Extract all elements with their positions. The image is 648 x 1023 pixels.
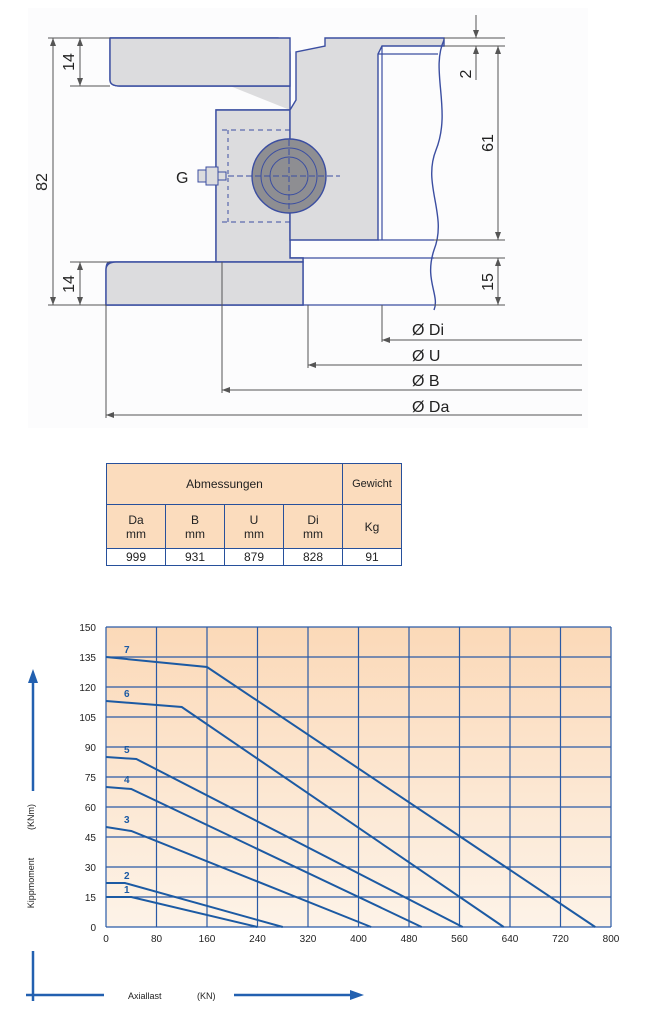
- y-tick-label: 30: [84, 863, 96, 874]
- y-tick-label: 150: [79, 623, 96, 634]
- dim-14-top: 14: [61, 53, 78, 71]
- y-tick-label: 105: [79, 713, 96, 724]
- y-tick-label: 135: [79, 653, 96, 664]
- series-label-2: 2: [124, 871, 130, 882]
- y-tick-label: 60: [84, 803, 96, 814]
- col-header-da: Da mm: [107, 505, 166, 549]
- ref-di: Ø Di: [412, 322, 444, 339]
- value-b: 931: [166, 549, 225, 566]
- dim-2: 2: [458, 69, 475, 79]
- x-tick-label: 320: [299, 934, 317, 945]
- technical-drawing: [0, 0, 648, 430]
- ref-da: Ø Da: [412, 399, 450, 416]
- x-tick-label: 640: [501, 934, 519, 945]
- col-header-kg: Kg: [343, 505, 402, 549]
- dim-61: 61: [480, 134, 497, 152]
- value-u: 879: [225, 549, 284, 566]
- value-kg: 91: [343, 549, 402, 566]
- y-axis-unit: (KNm): [26, 804, 36, 830]
- load-chart: [0, 593, 648, 1023]
- x-tick-label: 800: [602, 934, 620, 945]
- col-header-u: U mm: [225, 505, 284, 549]
- col-header-b: B mm: [166, 505, 225, 549]
- series-label-6: 6: [124, 689, 130, 700]
- weight-header: Gewicht: [343, 464, 402, 505]
- y-arrowhead-icon: [28, 669, 38, 683]
- y-tick-label: 0: [90, 923, 96, 934]
- series-label-1: 1: [124, 885, 130, 896]
- x-tick-label: 560: [451, 934, 468, 945]
- dim-14-bottom: 14: [61, 275, 78, 293]
- dim-82: 82: [34, 173, 51, 191]
- value-di: 828: [284, 549, 343, 566]
- y-tick-label: 45: [84, 833, 96, 844]
- y-axis-label: Kippmoment: [26, 857, 36, 909]
- series-label-7: 7: [124, 645, 130, 656]
- grease-label: G: [176, 170, 189, 187]
- y-tick-label: 120: [79, 683, 96, 694]
- x-tick-label: 80: [150, 934, 163, 945]
- y-tick-label: 75: [84, 773, 96, 784]
- x-arrowhead-icon: [350, 990, 364, 1000]
- series-label-4: 4: [124, 775, 130, 786]
- x-tick-label: 720: [552, 934, 569, 945]
- value-da: 999: [107, 549, 166, 566]
- series-label-5: 5: [124, 745, 130, 756]
- dim-15: 15: [480, 273, 497, 291]
- x-tick-label: 0: [103, 934, 109, 945]
- y-tick-label: 15: [84, 893, 96, 904]
- x-tick-label: 240: [249, 934, 266, 945]
- x-tick-label: 480: [400, 934, 418, 945]
- series-label-3: 3: [124, 815, 130, 826]
- x-tick-label: 400: [350, 934, 367, 945]
- ref-b: Ø B: [412, 373, 440, 390]
- x-axis-unit: (KN): [197, 991, 216, 1001]
- dimensions-table: [106, 463, 402, 566]
- col-header-di: Di mm: [284, 505, 343, 549]
- group-header: Abmessungen: [107, 464, 343, 505]
- outer-ring-bottom: [106, 262, 303, 305]
- ref-u: Ø U: [412, 348, 441, 365]
- outer-ring-top: [110, 38, 290, 86]
- x-tick-label: 160: [198, 934, 216, 945]
- x-axis-label: Axiallast: [128, 991, 162, 1001]
- y-tick-label: 90: [84, 743, 96, 754]
